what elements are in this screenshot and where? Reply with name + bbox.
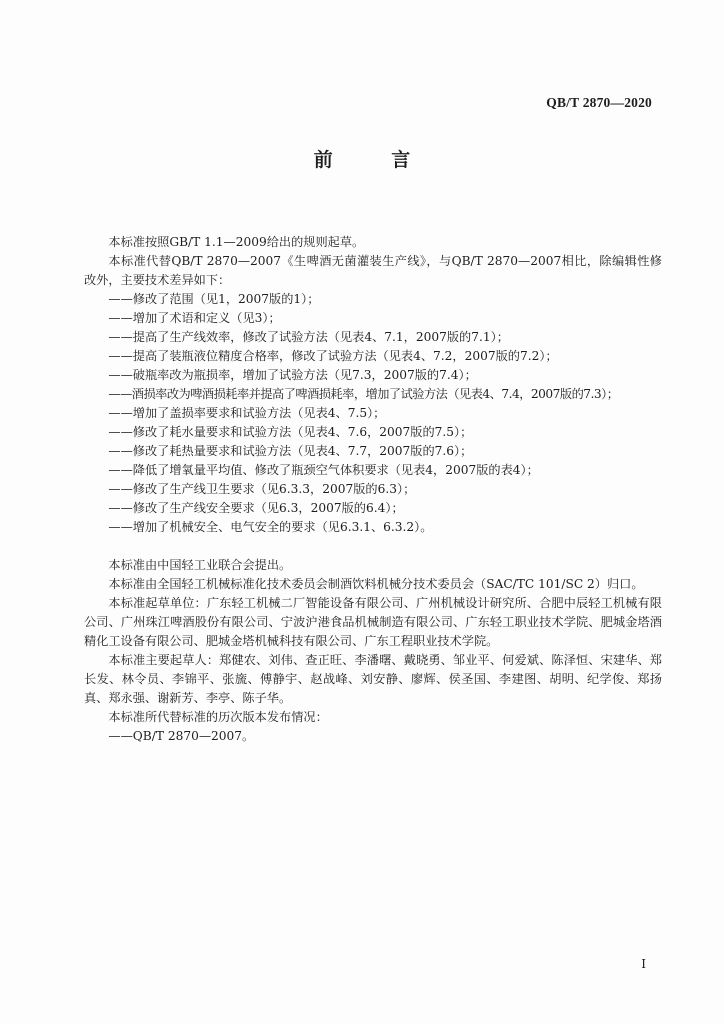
list-item: ——降低了增氧量平均值、修改了瓶颈空气体积要求（见表4，2007版的表4）； xyxy=(108,463,539,477)
page-number: I xyxy=(641,957,646,971)
paragraph-drafting-rules: 本标准按照GB/T 1.1—2009给出的规则起草。 xyxy=(108,235,365,249)
paragraph-replaces: 本标准代替QB/T 2870—2007《生啤酒无菌灌装生产线》，与QB/T 2870—2007相比，除编辑性修改外，主要技术差异如下： xyxy=(84,254,662,287)
list-item: ——增加了机械安全、电气安全的要求（见6.3.1、6.3.2）。 xyxy=(108,520,433,534)
paragraph-under-jurisdiction: 本标准由全国轻工机械标准化技术委员会制酒饮料机械分技术委员会（SAC/TC 101/SC 2）归口。 xyxy=(108,577,644,591)
spacer xyxy=(84,537,662,556)
list-item: ——修改了耗水量要求和试验方法（见表4、7.6，2007版的7.5）； xyxy=(108,425,473,439)
list-item: ——修改了耗热量要求和试验方法（见表4、7.7，2007版的7.6）； xyxy=(108,444,473,458)
list-item: ——破瓶率改为瓶损率，增加了试验方法（见7.3，2007版的7.4）； xyxy=(108,368,477,382)
list-item: ——增加了术语和定义（见3）； xyxy=(108,311,281,325)
page-title: 前 言 xyxy=(313,149,437,171)
paragraph-drafters: 本标准主要起草人：郑健农、刘伟、查正旺、李潘曙、戴晓勇、邹业平、何爱斌、陈泽恒、宋建华、郑长发、林令员、李锦平、张旒、傅静宇、赵战峰、刘安静、廖辉、侯圣国、李建图、胡明、纪学俊、郑扬真、郑永强、谢新芳、李亭、陈子华。 xyxy=(84,653,662,705)
paragraph-proposed-by: 本标准由中国轻工业联合会提出。 xyxy=(108,558,292,572)
paragraph-drafting-units: 本标准起草单位：广东轻工机械二厂智能设备有限公司、广州机械设计研究所、合肥中辰轻工机械有限公司、广州珠江啤酒股份有限公司、宁波沪港食品机械制造有限公司、广东轻工职业技术学院、肥城金塔酒精化工设备有限公司、肥城金塔机械科技有限公司、广东工程职业技术学院。 xyxy=(84,596,662,648)
list-item: ——酒损率改为啤酒损耗率并提高了啤酒损耗率，增加了试验方法（见表4、7.4，2007版的7.3）； xyxy=(108,387,619,401)
standard-code: QB/T 2870—2020 xyxy=(546,95,652,110)
changes-list xyxy=(84,290,662,537)
list-item: ——提高了装瓶液位精度合格率，修改了试验方法（见表4、7.2，2007版的7.2）； xyxy=(108,349,558,363)
paragraph-version-history: 本标准所代替标准的历次版本发布情况： xyxy=(108,710,328,724)
list-item: ——修改了范围（见1，2007版的1）； xyxy=(108,292,320,306)
list-item: ——增加了盖损率要求和试验方法（见表4、7.5）； xyxy=(108,406,386,420)
list-item: ——修改了生产线安全要求（见6.3，2007版的6.4）； xyxy=(108,501,404,515)
list-item: ——提高了生产线效率，修改了试验方法（见表4、7.1，2007版的7.1）； xyxy=(108,330,509,344)
list-item: ——QB/T 2870—2007。 xyxy=(108,729,255,743)
document-body xyxy=(84,233,662,746)
list-item: ——修改了生产线卫生要求（见6.3.3，2007版的6.3）； xyxy=(108,482,416,496)
